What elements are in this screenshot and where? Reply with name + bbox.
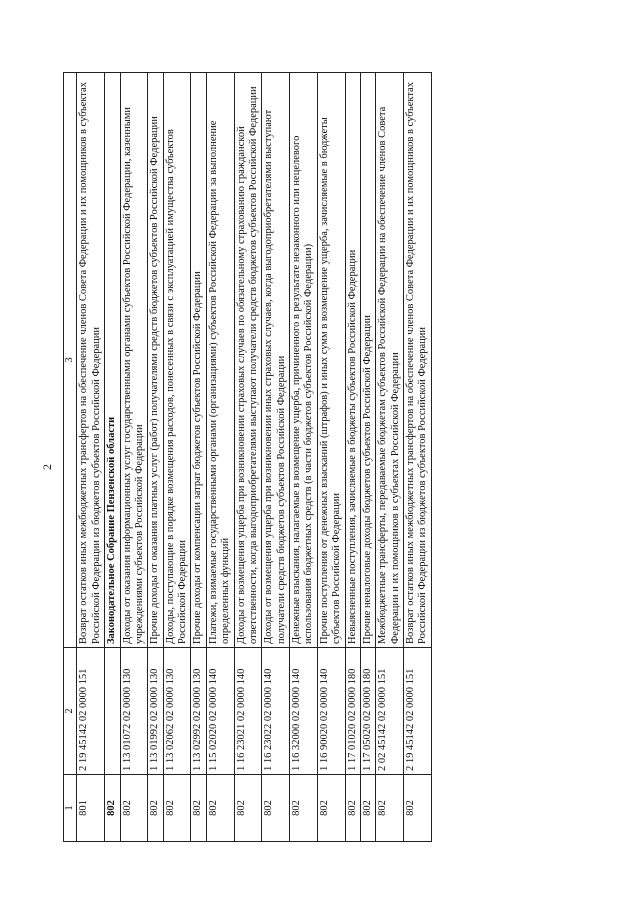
table-row [360,73,375,842]
admin-code-cell: 802 [206,775,234,842]
admin-code-cell: 801 [77,775,105,842]
table-row [345,73,360,842]
revenue-code-cell [105,648,120,775]
revenue-name-cell: Невыясненные поступления, зачисляемые в бюджеты субъектов Российской Федерации [345,73,360,648]
revenue-code-cell: 1 13 01992 02 0000 130 [148,648,163,775]
admin-code-cell: 802 [120,775,148,842]
table-row [376,73,404,842]
revenue-code-cell: 1 15 02020 02 0000 140 [206,648,234,775]
column-header-2: 2 [64,648,77,775]
revenue-code-cell: 2 19 45142 02 0000 151 [77,648,105,775]
admin-code-cell: 802 [234,775,262,842]
revenue-name-cell: Прочие поступления от денежных взысканий (штрафов) и иных сумм в возмещение ущерба, зачисляемые в бюджеты субъектов Российской Федерации [317,73,345,648]
admin-code-cell: 802 [191,775,206,842]
revenue-name-cell: Законодательное Собрание Пензенской области [105,73,120,648]
rotated-page [63,72,593,842]
revenue-name-cell: Платежи, взимаемые государственными органами (организациями) субъектов Российской Федерации за выполнение определенных функций [206,73,234,648]
revenue-code-cell: 1 13 01072 02 0000 130 [120,648,148,775]
revenue-code-cell: 1 17 05020 02 0000 180 [360,648,375,775]
revenue-code-cell: 2 02 45142 02 0000 151 [376,648,404,775]
table-row [234,73,262,842]
revenue-name-cell: Прочие доходы от компенсации затрат бюджетов субъектов Российской Федерации [191,73,206,648]
table-row [105,73,120,842]
revenue-name-cell: Денежные взыскания, налагаемые в возмещение ущерба, причиненного в результате незаконного или нецелевого использования бюджетных средств (в части бюджетов субъектов Российской Федерации) [290,73,318,648]
admin-code-cell: 802 [163,775,191,842]
revenue-code-cell: 1 13 02062 02 0000 130 [163,648,191,775]
admin-code-cell: 802 [290,775,318,842]
table-row [290,73,318,842]
revenue-name-cell: Доходы от возмещения ущерба при возникновении иных страховых случаев, когда выгодоприобретателями выступают получатели средств бюджетов субъектов Российской Федерации [262,73,290,648]
table-row [191,73,206,842]
revenue-name-cell: Прочие неналоговые доходы бюджетов субъектов Российской Федерации [360,73,375,648]
column-header-3: 3 [64,73,77,648]
revenue-name-cell: Межбюджетные трансферты, передаваемые бюджетам субъектов Российской Федерации на обеспечение членов Совета Федерации и их помощников в субъектах Российской Федерации [376,73,404,648]
admin-code-cell: 802 [317,775,345,842]
revenue-name-cell: Прочие доходы от оказания платных услуг (работ) получателями средств бюджетов субъектов Российской Федерации [148,73,163,648]
table-row [163,73,191,842]
revenue-name-cell: Возврат остатков иных межбюджетных трансфертов на обеспечение членов Совета Федерации и их помощников в субъектах Российской Федерации из бюджетов субъектов Российской Федерации [404,73,432,648]
revenue-name-cell: Возврат остатков иных межбюджетных трансфертов на обеспечение членов Совета Федерации и их помощников в субъектах Российской Федерации из бюджетов субъектов Российской Федерации [77,73,105,648]
admin-code-cell: 802 [105,775,120,842]
page-number: 2 [40,464,54,470]
admin-code-cell: 802 [148,775,163,842]
revenue-code-cell: 1 16 90020 02 0000 140 [317,648,345,775]
revenue-code-cell: 1 13 02992 02 0000 130 [191,648,206,775]
revenue-codes-table [63,72,432,842]
table-row [120,73,148,842]
table-header-row [64,73,77,842]
table-row [148,73,163,842]
admin-code-cell: 802 [345,775,360,842]
table-row [404,73,432,842]
table-row [262,73,290,842]
revenue-code-cell: 2 19 45142 02 0000 151 [404,648,432,775]
admin-code-cell: 802 [262,775,290,842]
revenue-name-cell: Доходы от оказания информационных услуг государственными органами субъектов Российской Федерации, казенными учреждениями субъектов Российской Федерации [120,73,148,648]
revenue-code-cell: 1 16 23022 02 0000 140 [262,648,290,775]
table-row [77,73,105,842]
revenue-name-cell: Доходы, поступающие в порядке возмещения расходов, понесенных в связи с эксплуатацией имущества субъектов Российской Федерации [163,73,191,648]
revenue-code-cell: 1 16 32000 02 0000 140 [290,648,318,775]
table-row [317,73,345,842]
admin-code-cell: 802 [360,775,375,842]
table-row [206,73,234,842]
admin-code-cell: 802 [404,775,432,842]
revenue-code-cell: 1 17 01020 02 0000 180 [345,648,360,775]
column-header-1: 1 [64,775,77,842]
revenue-code-cell: 1 16 23021 02 0000 140 [234,648,262,775]
admin-code-cell: 802 [376,775,404,842]
revenue-name-cell: Доходы от возмещения ущерба при возникновении страховых случаев по обязательному страхованию гражданской ответственности, когда выгодоприобретателями выступают получатели средств бюджетов субъектов Российской Федерации [234,73,262,648]
